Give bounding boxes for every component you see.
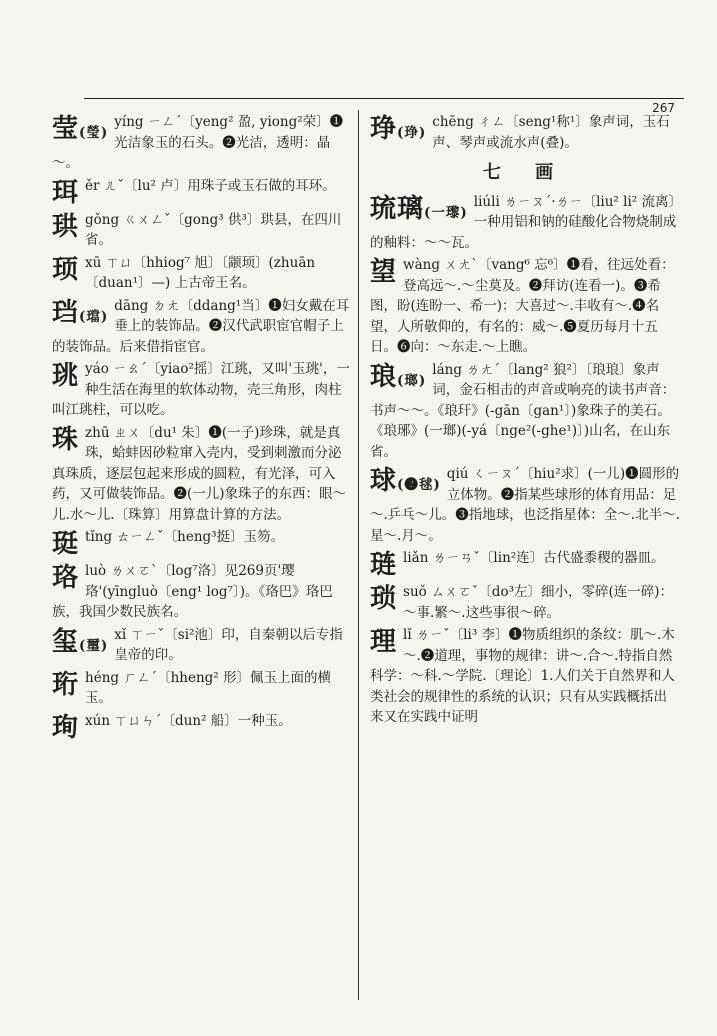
entry-definition: liǎn ㄌㄧㄢˇ〔lin²连〕古代盛黍稷的器皿。	[403, 550, 665, 566]
entry-headword: 玺(璽)	[52, 626, 109, 657]
dictionary-entry	[52, 112, 352, 174]
right-column	[370, 112, 680, 730]
entry-variant: (璫)	[79, 308, 109, 325]
entry-headword: 珰(璫)	[52, 297, 109, 328]
dictionary-entry	[52, 561, 352, 623]
entry-headword: 莹(瑩)	[52, 114, 109, 144]
entry-variant: (琤)	[397, 125, 427, 141]
dictionary-entry	[52, 210, 352, 251]
entry-headword: 珠	[52, 424, 80, 455]
column-divider	[358, 110, 359, 1000]
entry-headword: 珞	[52, 563, 80, 593]
left-column	[52, 112, 352, 745]
entry-definition: xū ㄒㄩ〔hhiog⁷ 旭〕〔颛顼〕(zhuān〔duan¹〕—) 上古帝王名。	[85, 254, 316, 291]
entry-definition: xún ㄒㄩㄣˊ〔dun² 船〕一种玉。	[85, 712, 292, 729]
entry-definition: yáo ㄧㄠˊ〔yiao²摇〕江珧，又叫'玉珧'，一种生活在海里的软体动物，壳三角形，肉柱叫江珧柱，可以吃。	[52, 361, 350, 418]
entry-headword: 珙	[52, 211, 80, 242]
entry-headword: 望	[370, 257, 398, 287]
entry-definition: qiú ㄑㄧㄡˊ〔hiu²求〕(一儿)❶圆形的立体物。❷指某些球形的体育用品：足～.乒乓～儿。❸指地球，也泛指星体：全～.北半～.星～.月～。	[370, 466, 680, 544]
entry-headword: 珧	[52, 361, 80, 391]
dictionary-entry	[52, 527, 352, 559]
dictionary-entry	[370, 192, 680, 254]
dictionary-entry	[52, 296, 352, 358]
entry-definition: wàng ㄨㄤˋ〔vang⁶ 忘⁶〕❶看，往远处看：登高远～.～尘莫及。❷拜访(连看一)。❸希图，盼(连盼一、希一)：大喜过～.丰收有～.❹名望，人所敬仰的，有名的：威～.❺夏历每月十五日。❻向：～东走.～上瞧。	[370, 257, 675, 355]
entry-headword: 琉璃(一瓈)	[370, 193, 468, 224]
entry-headword: 琤(琤)	[370, 114, 427, 144]
dictionary-entry	[52, 625, 352, 666]
entry-headword: 琏	[370, 550, 398, 580]
entry-headword: 琅(瑯)	[370, 361, 427, 392]
entry-headword: 珥	[52, 177, 80, 208]
page-number: 267	[652, 101, 675, 115]
entry-headword: 顼	[52, 254, 80, 285]
entry-variant: (瑩)	[79, 125, 109, 141]
dictionary-entry	[52, 423, 352, 526]
entry-definition: suǒ ㄙㄨㄛˇ〔do³左〕细小，零碎(连一碎)：～事.繁～.这些事很～碎。	[403, 584, 674, 621]
entry-definition: héng ㄏㄥˊ〔hheng² 形〕佩玉上面的横玉。	[85, 669, 331, 706]
top-rule	[84, 98, 684, 99]
entry-definition: xǐ ㄒㄧˇ〔si²池〕印，自秦朝以后专指皇帝的印。	[114, 626, 343, 663]
entry-definition: luò ㄌㄨㄛˋ〔log⁷洛〕见269页'璎珞'(yīngluò〔eng¹ log⁷〕)。《珞巴》珞巴族，我国少数民族名。	[52, 563, 333, 620]
section-heading: 七 画	[482, 162, 568, 183]
dictionary-entry	[52, 253, 352, 294]
entry-variant: (❷毬)	[397, 477, 441, 493]
dictionary-entry	[52, 711, 352, 743]
dictionary-entry	[370, 582, 680, 623]
entry-definition: gǒng ㄍㄨㄥˇ〔gong³ 供³〕珙县，在四川省。	[85, 211, 342, 248]
dictionary-entry	[370, 360, 680, 463]
dictionary-entry	[52, 176, 352, 208]
entry-headword: 珩	[52, 669, 80, 700]
dictionary-entry	[370, 112, 680, 153]
entry-headword: 球(❷毬)	[370, 466, 441, 496]
dictionary-entry	[52, 668, 352, 709]
entry-definition: zhū ㄓㄨ〔du¹ 朱〕❶(一子)珍珠，就是真珠，蛤蚌因砂粒窜入壳内，受到刺激而分泌真珠质，逐层包起来形成的圆粒，有光泽，可入药，又可做装饰品。❷(一儿)象珠子的东西：眼～儿.水～儿.〔珠算〕用算盘计算的方法。	[52, 424, 347, 523]
entry-definition: chēng ㄔㄥ〔seng¹称¹〕象声词，玉石声、琴声或流水声(叠)。	[432, 114, 670, 151]
entry-headword: 理	[370, 627, 398, 657]
entry-definition: lǐ ㄌㄧˇ〔li³ 李〕❶物质组织的条纹：肌～.木～.❷道理，事物的规律：讲～.合～.特指自然科学：～科.～学院.〔理论〕1.人们关于自然界和人类社会的规律性的系统的认识；只有从实践概括出来又在实践中证明	[370, 627, 675, 725]
dictionary-entry	[370, 464, 680, 546]
dictionary-entry	[370, 625, 680, 728]
entry-headword: 琐	[370, 584, 398, 614]
entry-definition: tǐng ㄊㄧㄥˇ〔heng³挺〕玉笏。	[85, 529, 285, 545]
dictionary-entry	[52, 359, 352, 421]
entry-definition: yíng ㄧㄥˊ〔yeng² 盈, yiong²荣〕❶光洁象玉的石头。❷光洁，透明：晶～。	[52, 114, 344, 171]
entry-headword: 珽	[52, 529, 80, 559]
entry-variant: (璽)	[79, 637, 109, 654]
entry-variant: (一瓈)	[424, 204, 468, 221]
dictionary-entry	[370, 255, 680, 358]
dictionary-entry	[370, 548, 680, 580]
entry-definition: dāng ㄉㄤ〔ddang¹当〕❶妇女戴在耳垂上的装饰品。❷汉代武职宦官帽子上的装饰品。后来借指宦官。	[52, 297, 350, 355]
entry-definition: láng ㄌㄤˊ〔lang² 狼²〕〔琅琅〕象声词，金石相击的声音或响亮的读书声音：书声～～。《琅玕》(-gān〔gan¹〕)象珠子的美石。《琅琊》(一瑯)(-yá〔nge²(-ghe¹)〕)山名，在山东省。	[370, 361, 676, 460]
entry-definition: liúli ㄌㄧㄡˊ·ㄌㄧ〔liu² li² 流离〕一种用铝和钠的硅酸化合物烧制成的釉料：～～瓦。	[370, 193, 677, 251]
entry-headword: 珣	[52, 712, 80, 743]
entry-definition: ěr ㄦˇ〔lu² 卢〕用珠子或玉石做的耳环。	[85, 177, 336, 194]
entry-variant: (瑯)	[397, 372, 427, 389]
